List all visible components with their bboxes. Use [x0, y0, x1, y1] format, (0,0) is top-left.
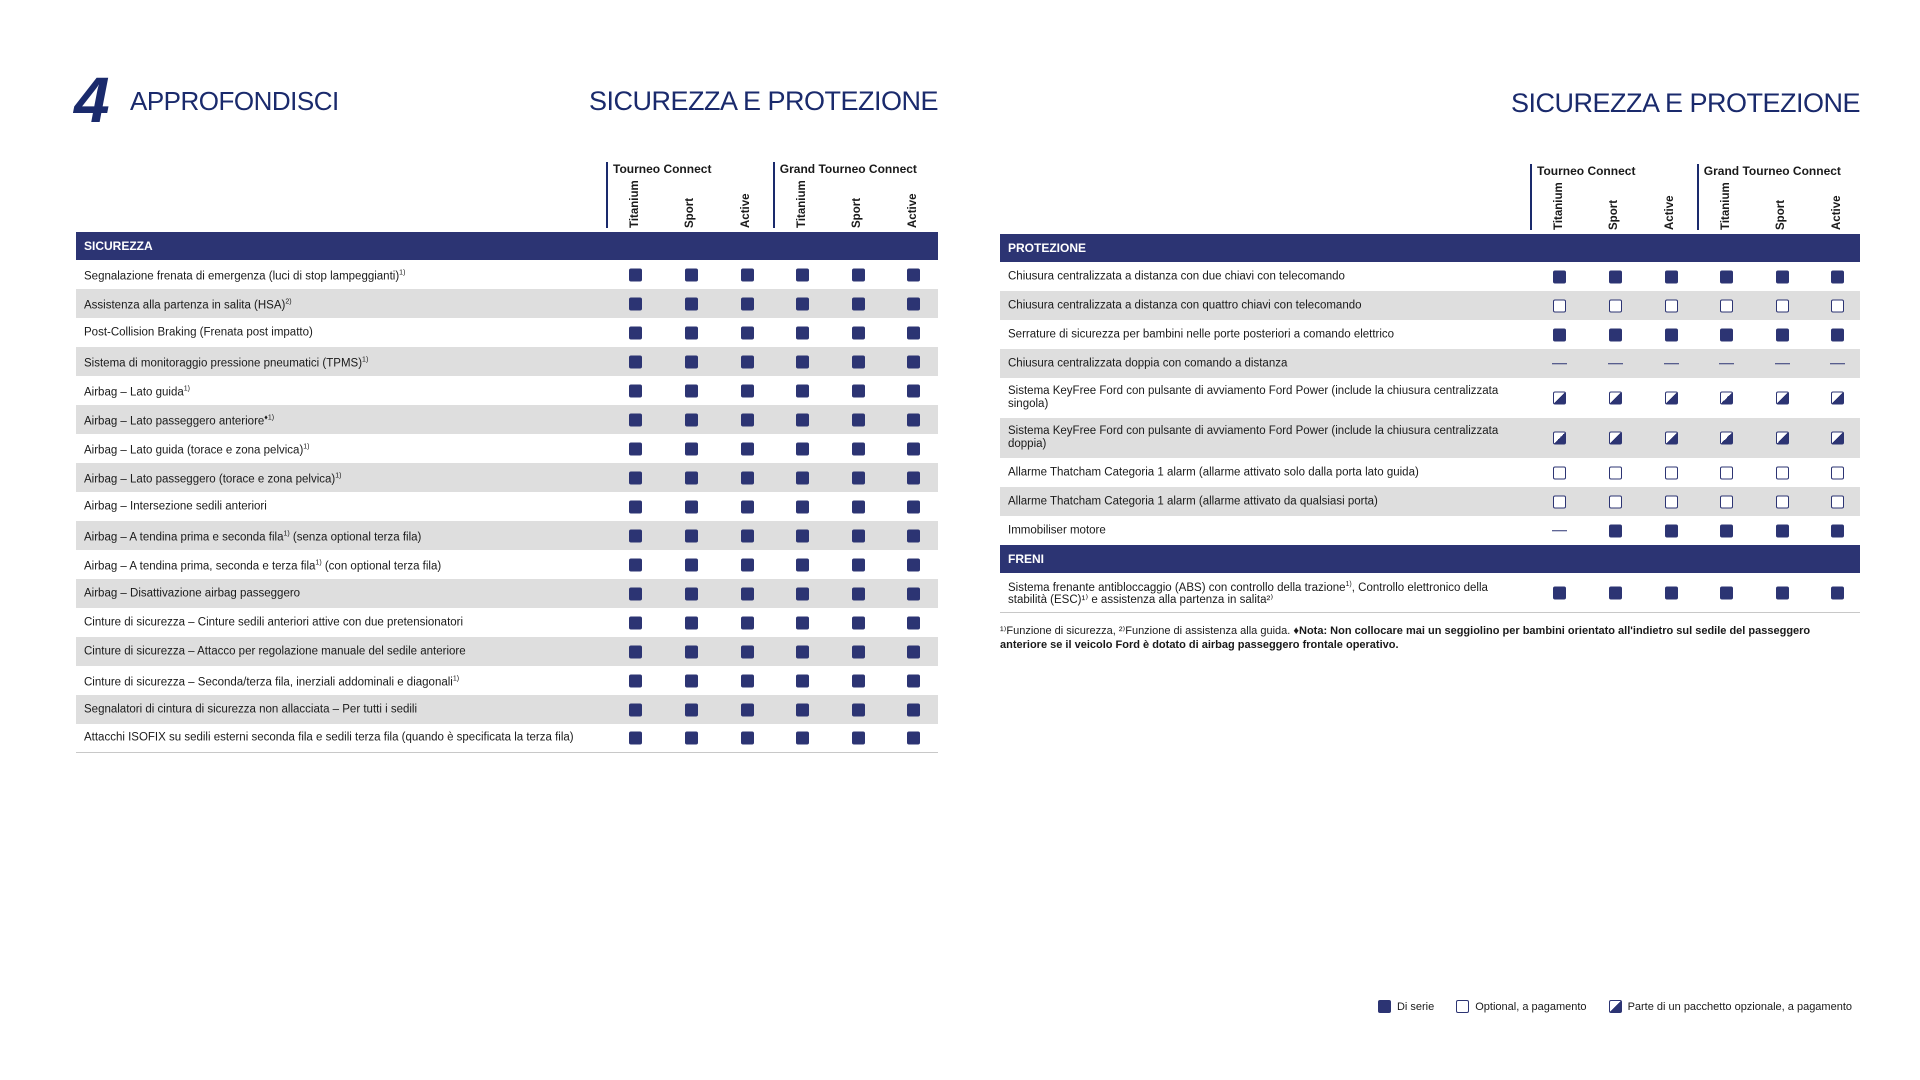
standard-mark-icon	[1776, 328, 1789, 341]
standard-mark-icon	[852, 732, 865, 745]
feature-name: Airbag – Lato passeggero (torace e zona pelvica)	[84, 472, 336, 485]
feature-row	[76, 405, 938, 434]
standard-mark-icon	[1665, 270, 1678, 283]
standard-mark-icon	[1609, 270, 1622, 283]
feature-name: Airbag – Lato passeggero anteriore	[84, 414, 265, 427]
feature-name: Post-Collision Braking (Frenata post impatto)	[84, 326, 313, 338]
standard-mark-icon	[629, 674, 642, 687]
standard-mark-icon	[629, 558, 642, 571]
chapter-number: 4	[74, 64, 106, 136]
footnote-ref: 2)	[285, 298, 292, 306]
standard-mark-icon	[1720, 524, 1733, 537]
standard-mark-icon	[796, 703, 809, 716]
standard-mark-icon	[852, 442, 865, 455]
standard-mark-icon	[907, 616, 920, 629]
standard-mark-icon	[629, 355, 642, 368]
feature-label	[76, 266, 600, 283]
standard-mark-icon	[852, 529, 865, 542]
legend-optional	[1456, 1000, 1586, 1013]
feature-label	[76, 382, 600, 399]
section-heading: FRENI	[1000, 545, 1860, 573]
standard-mark-icon	[852, 355, 865, 368]
standard-mark-icon	[685, 558, 698, 571]
standard-mark-icon	[796, 529, 809, 542]
package-mark-icon	[1609, 432, 1622, 445]
footnote-ref: 1)	[399, 269, 406, 277]
feature-label	[76, 703, 600, 716]
standard-mark-icon	[629, 471, 642, 484]
feature-name: Cinture di sicurezza – Seconda/terza fila, inerziali addominali e diagonali	[84, 675, 453, 688]
feature-row	[76, 521, 938, 550]
model-group-header: Tourneo Connect	[1530, 164, 1697, 230]
footnote-ref: 1)	[452, 675, 460, 683]
standard-mark-icon	[907, 732, 920, 745]
standard-mark-icon	[907, 587, 920, 600]
standard-mark-icon	[685, 732, 698, 745]
footnote-ref: 1)	[362, 356, 369, 364]
standard-mark-icon	[741, 413, 754, 426]
feature-row	[76, 695, 938, 724]
standard-mark-icon	[852, 384, 865, 397]
feature-row	[76, 260, 938, 289]
optional-mark-icon	[1609, 466, 1622, 479]
feature-row	[1000, 291, 1860, 320]
footnote-note: ♦Nota: Non collocare mai un seggiolino per bambini orientato all'indietro sul sedile del passeggero anteriore se il veicolo Ford è dotato di airbag passeggero frontale operativo.	[1000, 625, 1811, 651]
standard-mark-icon	[685, 413, 698, 426]
standard-mark-icon	[741, 703, 754, 716]
standard-mark-icon	[1831, 328, 1844, 341]
trim-label: Titanium	[1552, 182, 1565, 230]
feature-label	[76, 672, 600, 689]
standard-mark-icon	[1776, 524, 1789, 537]
standard-mark-icon	[796, 297, 809, 310]
standard-mark-icon	[741, 355, 754, 368]
standard-mark-icon	[852, 471, 865, 484]
standard-mark-icon	[852, 674, 865, 687]
feature-name: Airbag – Lato guida	[84, 385, 184, 398]
footnote-ref: 1)	[183, 385, 190, 393]
trim-label: Active	[1664, 195, 1676, 230]
feature-row	[1000, 573, 1860, 613]
standard-mark-icon	[1609, 328, 1622, 341]
standard-mark-icon	[1665, 328, 1678, 341]
standard-mark-icon	[741, 529, 754, 542]
feature-label	[1000, 495, 1524, 508]
standard-mark-icon	[741, 616, 754, 629]
optional-mark-icon	[1720, 466, 1733, 479]
standard-mark-icon	[796, 732, 809, 745]
optional-mark-icon	[1831, 299, 1844, 312]
feature-row	[76, 463, 938, 492]
feature-row	[76, 724, 938, 753]
standard-mark-icon	[796, 674, 809, 687]
model-group-header: Tourneo Connect	[606, 162, 773, 228]
standard-mark-icon	[629, 645, 642, 658]
standard-mark-icon	[629, 587, 642, 600]
standard-mark-icon	[1665, 524, 1678, 537]
standard-mark-icon	[907, 355, 920, 368]
feature-label	[1000, 524, 1524, 537]
standard-mark-icon	[852, 616, 865, 629]
feature-name: Airbag – Lato guida (torace e zona pelvica)	[84, 443, 304, 456]
feature-qualifier: (con optional terza fila)	[321, 559, 442, 572]
section-heading: PROTEZIONE	[1000, 234, 1860, 262]
footnote-ref: 1)	[303, 443, 310, 451]
optional-mark-icon	[1720, 299, 1733, 312]
feature-label	[76, 500, 600, 513]
standard-mark-icon	[685, 529, 698, 542]
feature-label	[1000, 385, 1524, 411]
standard-mark-icon	[852, 500, 865, 513]
feature-name: Attacchi ISOFIX su sedili esterni seconda fila e sedili terza fila (quando è specificata la terza fila)	[84, 731, 574, 744]
standard-mark-icon	[1831, 524, 1844, 537]
feature-name: Assistenza alla partenza in salita (HSA)	[84, 298, 286, 311]
feature-label	[76, 556, 600, 573]
standard-mark-icon	[907, 645, 920, 658]
model-group-header: Grand Tourneo Connect	[773, 162, 940, 228]
standard-mark-icon	[629, 529, 642, 542]
package-mark-icon	[1609, 392, 1622, 405]
standard-mark-icon	[852, 703, 865, 716]
standard-mark-icon	[629, 326, 642, 339]
standard-mark-icon	[741, 326, 754, 339]
standard-mark-icon	[796, 645, 809, 658]
feature-row	[76, 376, 938, 405]
feature-row	[1000, 516, 1860, 545]
package-mark-icon	[1831, 392, 1844, 405]
standard-mark-icon	[1831, 586, 1844, 599]
standard-mark-icon	[852, 587, 865, 600]
feature-name: Airbag – Disattivazione airbag passeggero	[84, 587, 301, 599]
optional-mark-icon	[1609, 495, 1622, 508]
feature-row	[76, 579, 938, 608]
package-mark-icon	[1776, 392, 1789, 405]
standard-mark-icon	[796, 413, 809, 426]
feature-name: Immobiliser motore	[1008, 524, 1106, 536]
optional-mark-icon	[1665, 299, 1678, 312]
standard-mark-icon	[685, 645, 698, 658]
feature-row	[76, 347, 938, 376]
standard-mark-icon	[796, 326, 809, 339]
standard-mark-icon	[907, 413, 920, 426]
standard-mark-icon	[1720, 270, 1733, 283]
feature-name: Airbag – A tendina prima e seconda fila	[84, 530, 284, 543]
legend-package	[1609, 1000, 1852, 1013]
model-group-header: Grand Tourneo Connect	[1697, 164, 1864, 230]
feature-name: Sistema di monitoraggio pressione pneumatici (TPMS)	[84, 356, 363, 369]
optional-mark-icon	[1665, 495, 1678, 508]
package-mark-icon	[1609, 1000, 1622, 1013]
feature-name: Cinture di sicurezza – Cinture sedili anteriori attive con due pretensionatori	[84, 616, 464, 628]
standard-mark-icon	[685, 297, 698, 310]
footnote-ref: 1)	[1345, 580, 1352, 588]
trim-label: Titanium	[628, 180, 641, 228]
feature-name: Chiusura centralizzata doppia con comando a distanza	[1008, 357, 1288, 369]
trim-label: Titanium	[1719, 182, 1732, 230]
package-mark-icon	[1720, 432, 1733, 445]
feature-name: Sistema KeyFree Ford con pulsante di avviamento Ford Power (include la chiusura centralizzata singola)	[1008, 385, 1499, 410]
standard-mark-icon	[796, 442, 809, 455]
feature-label	[1000, 357, 1524, 370]
optional-mark-icon	[1776, 299, 1789, 312]
feature-qualifier: (senza optional terza fila)	[289, 530, 422, 543]
optional-mark-icon	[1456, 1000, 1469, 1013]
feature-label	[76, 645, 600, 658]
feature-label	[76, 440, 600, 457]
trim-label: Active	[906, 193, 919, 228]
feature-row	[1000, 418, 1860, 458]
optional-mark-icon	[1720, 495, 1733, 508]
trim-label: Sport	[851, 197, 864, 228]
feature-label	[76, 469, 600, 486]
standard-mark-icon	[741, 384, 754, 397]
feature-name: Allarme Thatcham Categoria 1 alarm (allarme attivato da qualsiasi porta)	[1008, 495, 1378, 507]
legend-package-label: Parte di un pacchetto opzionale, a pagamento	[1627, 1000, 1852, 1013]
feature-row	[1000, 458, 1860, 487]
standard-mark-icon	[907, 384, 920, 397]
optional-mark-icon	[1831, 466, 1844, 479]
standard-mark-icon	[685, 268, 698, 281]
legend-standard	[1378, 1000, 1434, 1013]
standard-mark-icon	[796, 355, 809, 368]
standard-mark-icon	[1553, 270, 1566, 283]
not-available-dash-icon	[1552, 530, 1567, 532]
standard-mark-icon	[741, 268, 754, 281]
table-header	[76, 162, 938, 232]
feature-label	[76, 616, 600, 629]
not-available-dash-icon	[1719, 363, 1734, 365]
standard-mark-icon	[629, 616, 642, 629]
standard-mark-icon	[796, 471, 809, 484]
standard-mark-icon	[629, 384, 642, 397]
not-available-dash-icon	[1552, 363, 1567, 365]
not-available-dash-icon	[1775, 363, 1790, 365]
standard-mark-icon	[685, 587, 698, 600]
standard-mark-icon	[685, 326, 698, 339]
standard-mark-icon	[796, 587, 809, 600]
footnote-ref: 1)	[283, 530, 290, 538]
right-section-title: SICUREZZA E PROTEZIONE	[1510, 88, 1860, 118]
standard-mark-icon	[685, 355, 698, 368]
standard-mark-icon	[907, 529, 920, 542]
standard-mark-icon	[629, 703, 642, 716]
standard-mark-icon	[907, 471, 920, 484]
standard-mark-icon	[796, 616, 809, 629]
standard-mark-icon	[629, 413, 642, 426]
not-available-dash-icon	[1608, 363, 1623, 365]
optional-mark-icon	[1553, 466, 1566, 479]
left-feature-table	[76, 162, 938, 753]
footnote	[1000, 624, 1860, 652]
standard-mark-icon	[685, 471, 698, 484]
standard-mark-icon	[741, 674, 754, 687]
standard-mark-icon	[629, 297, 642, 310]
feature-label	[76, 587, 600, 600]
standard-mark-icon	[907, 558, 920, 571]
package-mark-icon	[1776, 432, 1789, 445]
feature-label	[1000, 578, 1524, 608]
optional-mark-icon	[1776, 466, 1789, 479]
feature-row	[76, 550, 938, 579]
trim-label: Active	[1830, 195, 1843, 230]
feature-name: Segnalazione frenata di emergenza (luci di stop lampeggianti)	[84, 269, 400, 282]
standard-mark-icon	[741, 442, 754, 455]
package-mark-icon	[1665, 432, 1678, 445]
feature-name: Cinture di sicurezza – Attacco per regolazione manuale del sedile anteriore	[84, 645, 466, 657]
left-section-title: SICUREZZA E PROTEZIONE	[588, 86, 938, 116]
feature-name: Chiusura centralizzata a distanza con due chiavi con telecomando	[1008, 270, 1345, 282]
feature-label	[76, 353, 600, 370]
feature-label	[1000, 425, 1524, 451]
standard-mark-icon	[741, 500, 754, 513]
section-heading: SICUREZZA	[76, 232, 938, 260]
optional-mark-icon	[1553, 495, 1566, 508]
feature-name: Segnalatori di cintura di sicurezza non allacciata – Per tutti i sedili	[84, 703, 418, 715]
optional-mark-icon	[1553, 299, 1566, 312]
feature-label	[76, 295, 600, 312]
legend-standard-label: Di serie	[1396, 1000, 1435, 1013]
feature-qualifier: , Controllo elettronico della stabilità (ESC)¹⁾ e assistenza alla partenza in salita²⁾	[1008, 581, 1488, 607]
standard-mark-icon	[852, 413, 865, 426]
feature-name: Sistema frenante antibloccaggio (ABS) con controllo della trazione	[1008, 581, 1346, 594]
feature-name: Allarme Thatcham Categoria 1 alarm (allarme attivato solo dalla porta lato guida)	[1008, 466, 1419, 478]
footnote-functions: ¹⁾Funzione di sicurezza, ²⁾Funzione di assistenza alla guida.	[1000, 625, 1294, 637]
trim-label: Sport	[1608, 199, 1621, 230]
optional-mark-icon	[1776, 495, 1789, 508]
legend-optional-label: Optional, a pagamento	[1475, 1000, 1587, 1013]
feature-label	[76, 732, 600, 745]
feature-row	[1000, 320, 1860, 349]
standard-mark-icon	[1776, 270, 1789, 283]
feature-row	[1000, 262, 1860, 291]
standard-mark-icon	[1378, 1000, 1391, 1013]
standard-mark-icon	[852, 645, 865, 658]
feature-label	[76, 326, 600, 339]
package-mark-icon	[1553, 392, 1566, 405]
standard-mark-icon	[685, 384, 698, 397]
table-header	[1000, 164, 1860, 234]
feature-label	[1000, 328, 1524, 341]
standard-mark-icon	[852, 558, 865, 571]
optional-mark-icon	[1609, 299, 1622, 312]
feature-row	[76, 434, 938, 463]
standard-mark-icon	[741, 558, 754, 571]
feature-label	[1000, 270, 1524, 283]
standard-mark-icon	[1720, 586, 1733, 599]
standard-mark-icon	[741, 732, 754, 745]
standard-mark-icon	[741, 587, 754, 600]
footnote-ref: 1)	[335, 472, 342, 480]
feature-name: Sistema KeyFree Ford con pulsante di avviamento Ford Power (include la chiusura centralizzata doppia)	[1008, 425, 1499, 450]
standard-mark-icon	[741, 297, 754, 310]
standard-mark-icon	[741, 471, 754, 484]
feature-row	[76, 637, 938, 666]
trim-label: Sport	[1775, 199, 1788, 230]
standard-mark-icon	[685, 703, 698, 716]
standard-mark-icon	[907, 500, 920, 513]
standard-mark-icon	[852, 268, 865, 281]
legend	[1378, 1000, 1852, 1013]
standard-mark-icon	[685, 616, 698, 629]
feature-row	[76, 318, 938, 347]
standard-mark-icon	[685, 442, 698, 455]
standard-mark-icon	[907, 297, 920, 310]
trim-label: Sport	[684, 197, 697, 228]
feature-row	[1000, 487, 1860, 516]
standard-mark-icon	[629, 442, 642, 455]
feature-name: Chiusura centralizzata a distanza con quattro chiavi con telecomando	[1008, 299, 1362, 311]
standard-mark-icon	[907, 326, 920, 339]
optional-mark-icon	[1665, 466, 1678, 479]
trim-label: Titanium	[795, 180, 808, 228]
trim-label: Active	[740, 193, 752, 228]
standard-mark-icon	[1609, 586, 1622, 599]
feature-row	[76, 608, 938, 637]
feature-name: Serrature di sicurezza per bambini nelle porte posteriori a comando elettrico	[1008, 328, 1395, 340]
standard-mark-icon	[907, 703, 920, 716]
feature-label	[1000, 466, 1524, 479]
standard-mark-icon	[1831, 270, 1844, 283]
feature-label	[76, 411, 600, 428]
standard-mark-icon	[796, 268, 809, 281]
feature-row	[76, 289, 938, 318]
standard-mark-icon	[796, 500, 809, 513]
feature-name: Airbag – A tendina prima, seconda e terza fila	[84, 559, 316, 572]
right-feature-table	[1000, 164, 1860, 613]
footnote-ref: 1)	[315, 559, 322, 567]
feature-row	[1000, 349, 1860, 378]
standard-mark-icon	[629, 732, 642, 745]
standard-mark-icon	[852, 326, 865, 339]
standard-mark-icon	[1553, 328, 1566, 341]
standard-mark-icon	[1609, 524, 1622, 537]
not-available-dash-icon	[1830, 363, 1845, 365]
feature-name: Airbag – Intersezione sedili anteriori	[84, 500, 267, 512]
not-available-dash-icon	[1664, 363, 1679, 365]
feature-row	[76, 666, 938, 695]
standard-mark-icon	[907, 268, 920, 281]
standard-mark-icon	[629, 500, 642, 513]
package-mark-icon	[1720, 392, 1733, 405]
standard-mark-icon	[1553, 586, 1566, 599]
standard-mark-icon	[796, 384, 809, 397]
feature-label	[76, 527, 600, 544]
footnote-ref: ♦1)	[264, 414, 275, 422]
standard-mark-icon	[907, 674, 920, 687]
package-mark-icon	[1553, 432, 1566, 445]
standard-mark-icon	[907, 442, 920, 455]
standard-mark-icon	[685, 500, 698, 513]
package-mark-icon	[1831, 432, 1844, 445]
standard-mark-icon	[1665, 586, 1678, 599]
standard-mark-icon	[629, 268, 642, 281]
feature-label	[1000, 299, 1524, 312]
chapter-title: APPROFONDISCI	[130, 86, 339, 116]
optional-mark-icon	[1831, 495, 1844, 508]
standard-mark-icon	[852, 297, 865, 310]
feature-row	[1000, 378, 1860, 418]
standard-mark-icon	[1720, 328, 1733, 341]
feature-row	[76, 492, 938, 521]
standard-mark-icon	[741, 645, 754, 658]
standard-mark-icon	[1776, 586, 1789, 599]
standard-mark-icon	[685, 674, 698, 687]
standard-mark-icon	[796, 558, 809, 571]
package-mark-icon	[1665, 392, 1678, 405]
